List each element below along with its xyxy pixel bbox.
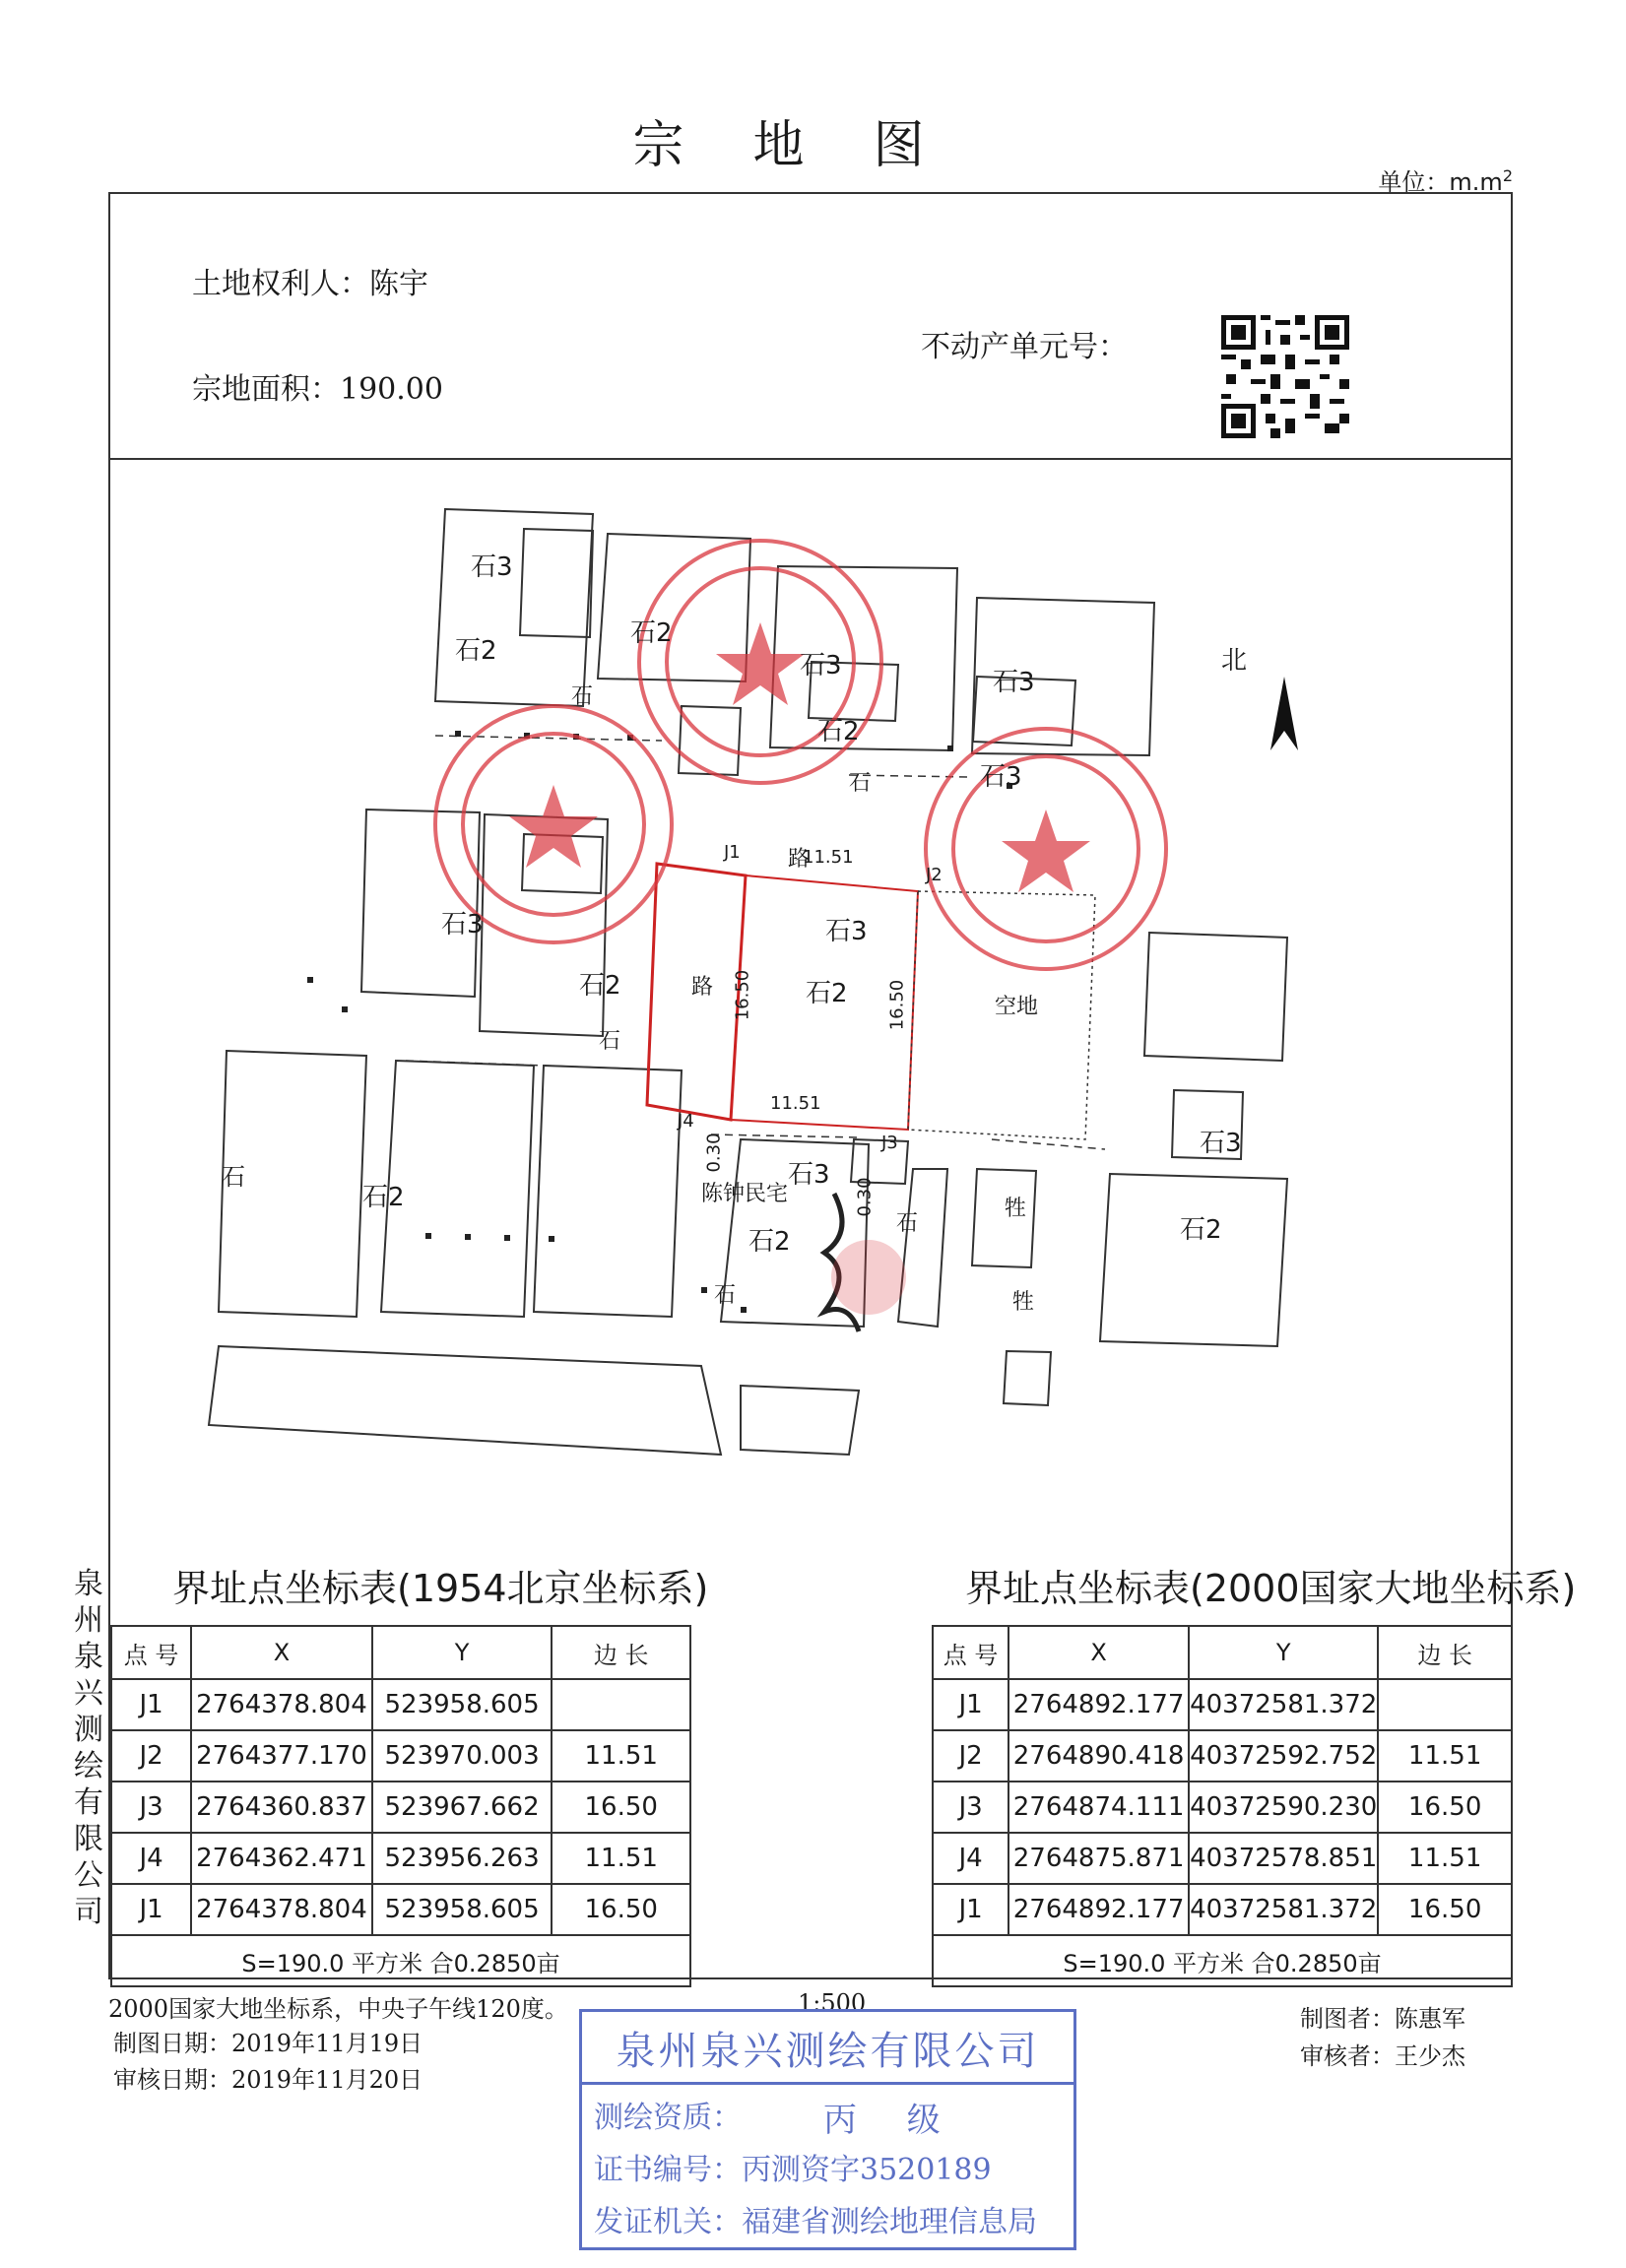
edge-length: 11.51: [1378, 1730, 1512, 1782]
page-title: 宗地图: [632, 116, 994, 175]
edge-length: 11.51: [552, 1730, 690, 1782]
stamp-certificate: 证书编号：丙测资字3520189: [594, 2153, 992, 2187]
company-char: 泉: [74, 1640, 103, 1674]
table-row: [933, 1782, 1512, 1833]
edge-length-top: 11.51: [803, 847, 854, 868]
x-coord: 2764378.804: [191, 1884, 372, 1935]
parcel-area: 宗地面积：190.00: [192, 372, 443, 407]
edge-length: 11.51: [1378, 1833, 1512, 1884]
table-row: [933, 1935, 1512, 1986]
x-coord: 2764875.871: [1008, 1833, 1189, 1884]
column-header: 边 长: [552, 1626, 690, 1679]
x-coord: 2764892.177: [1008, 1884, 1189, 1935]
map-label: 石2: [748, 1227, 791, 1257]
point-label-j3: J3: [881, 1133, 898, 1153]
map-label: 石: [714, 1283, 737, 1308]
point-id: J2: [111, 1730, 191, 1782]
stamp-grade-label: 测绘资质：: [594, 2101, 742, 2135]
qualification-stamp: [579, 2009, 1076, 2250]
stamp-grade: 丙 级: [823, 2101, 960, 2140]
qr-code-icon: [1221, 315, 1349, 438]
coordinate-table-2000: [932, 1625, 1513, 1987]
stamp-company: 泉州泉兴测绘有限公司: [582, 2020, 1073, 2085]
property-unit-number: 不动产单元号：: [921, 330, 1128, 364]
y-coord: 523956.263: [372, 1833, 553, 1884]
map-label: 石3: [441, 910, 484, 940]
table-row: [111, 1884, 690, 1935]
point-label-j1: J1: [724, 842, 741, 863]
edge-length: 16.50: [1378, 1884, 1512, 1935]
point-label-j2: J2: [926, 865, 943, 885]
map-label: 石: [849, 771, 872, 796]
road-label: 路: [691, 975, 714, 1000]
point-id: J1: [111, 1679, 191, 1730]
map-label: 石2: [1180, 1215, 1222, 1245]
unit-label: 单位：$m.m^2$: [1378, 166, 1513, 196]
map-label: 石3: [825, 917, 868, 946]
map-label: 石2: [630, 618, 673, 648]
point-id: J3: [111, 1782, 191, 1833]
north-arrow: [1270, 677, 1298, 750]
x-coord: 2764377.170: [191, 1730, 372, 1782]
x-coord: 2764892.177: [1008, 1679, 1189, 1730]
y-coord: 40372578.851: [1189, 1833, 1378, 1884]
x-coord: 2764378.804: [191, 1679, 372, 1730]
table-row: [111, 1782, 690, 1833]
stamp-issuer: 发证机关：福建省测绘地理信息局: [594, 2205, 1037, 2239]
map-label: 石3: [788, 1160, 830, 1190]
edge-length: 16.50: [552, 1884, 690, 1935]
map-scale: 1:500: [798, 1989, 867, 2017]
parcel-boundary: [647, 864, 918, 1130]
north-label: 北: [1221, 646, 1248, 676]
company-name-vertical: [69, 1566, 108, 1930]
map-label: 石: [571, 684, 594, 709]
company-char: 司: [74, 1895, 103, 1929]
table-row: [111, 1679, 690, 1730]
map-label: 石2: [455, 636, 497, 666]
y-coord: 523958.605: [372, 1679, 553, 1730]
edge-length: 11.51: [552, 1833, 690, 1884]
edge-length: [1378, 1679, 1512, 1730]
column-header: 点 号: [933, 1626, 1008, 1679]
map-maker: 制图者：陈惠军: [1300, 2005, 1465, 2033]
company-char: 绘: [74, 1749, 103, 1783]
fingerprint-mark: [831, 1240, 906, 1315]
map-label: 石2: [817, 717, 860, 746]
point-id: J3: [933, 1782, 1008, 1833]
x-coord: 2764874.111: [1008, 1782, 1189, 1833]
area-summary: S=190.0 平方米 合0.2850亩: [111, 1935, 690, 1986]
point-id: J4: [933, 1833, 1008, 1884]
check-date: 审核日期：2019年11月20日: [113, 2066, 423, 2094]
offset-length: 0.30: [854, 1177, 876, 1217]
map-label: 石: [896, 1211, 919, 1236]
table-row: [111, 1833, 690, 1884]
land-owner: 土地权利人：陈宇: [192, 267, 428, 301]
y-coord: 523967.662: [372, 1782, 553, 1833]
edge-length: 16.50: [1378, 1782, 1512, 1833]
map-label: 石2: [362, 1183, 405, 1212]
map-label: 石3: [1200, 1129, 1242, 1158]
y-coord: 523970.003: [372, 1730, 553, 1782]
map-label: 石2: [579, 971, 621, 1001]
table-row: [933, 1730, 1512, 1782]
column-header: X: [1008, 1626, 1189, 1679]
y-coord: 40372581.372: [1189, 1884, 1378, 1935]
point-label-j4: J4: [678, 1111, 694, 1132]
company-char: 泉: [74, 1567, 103, 1601]
edge-length: 16.50: [552, 1782, 690, 1833]
table-row: [933, 1833, 1512, 1884]
table-row: [933, 1679, 1512, 1730]
column-header: 点 号: [111, 1626, 191, 1679]
map-label: 石: [599, 1029, 621, 1054]
point-id: J1: [933, 1884, 1008, 1935]
x-coord: 2764890.418: [1008, 1730, 1189, 1782]
area-summary: S=190.0 平方米 合0.2850亩: [933, 1935, 1512, 1986]
y-coord: 40372590.230: [1189, 1782, 1378, 1833]
y-coord: 40372581.372: [1189, 1679, 1378, 1730]
neighbor-label: 陈钟民宅: [701, 1182, 789, 1206]
x-coord: 2764362.471: [191, 1833, 372, 1884]
map-label: 石3: [993, 668, 1035, 697]
company-char: 限: [74, 1822, 103, 1856]
edge-length-right: 16.50: [886, 979, 908, 1031]
map-label: 石2: [806, 979, 848, 1008]
empty-land-label: 空地: [995, 995, 1039, 1019]
coordinate-table-1954: [110, 1625, 691, 1987]
table-row: [111, 1730, 690, 1782]
y-coord: 40372592.752: [1189, 1730, 1378, 1782]
offset-length: 0.30: [703, 1133, 725, 1173]
coordinate-system-note: 2000国家大地坐标系，中央子午线120度。: [108, 1995, 568, 2023]
edge-length-bottom: 11.51: [770, 1093, 821, 1114]
point-id: J2: [933, 1730, 1008, 1782]
column-header: 边 长: [1378, 1626, 1512, 1679]
point-id: J1: [933, 1679, 1008, 1730]
company-char: 兴: [74, 1676, 103, 1711]
map-label: 牲: [1012, 1290, 1035, 1315]
dashed-lines: [406, 736, 1105, 1149]
map-label: 牲: [1005, 1197, 1027, 1221]
x-coord: 2764360.837: [191, 1782, 372, 1833]
map-label: 石3: [980, 762, 1022, 792]
column-header: Y: [372, 1626, 553, 1679]
map-label: 石3: [800, 651, 842, 680]
road-label: 路: [788, 847, 811, 872]
draw-date: 制图日期：2019年11月19日: [113, 2030, 423, 2057]
edge-length-left: 16.50: [732, 969, 753, 1021]
table-row: [111, 1935, 690, 1986]
y-coord: 523958.605: [372, 1884, 553, 1935]
map-checker: 审核者：王少杰: [1300, 2042, 1465, 2070]
point-id: J1: [111, 1884, 191, 1935]
map-label: 石: [222, 1163, 245, 1191]
company-char: 有: [74, 1785, 103, 1820]
table-title-2000: 界址点坐标表(2000国家大地坐标系): [965, 1567, 1577, 1610]
point-id: J4: [111, 1833, 191, 1884]
column-header: X: [191, 1626, 372, 1679]
company-char: 公: [74, 1858, 103, 1893]
edge-length: [552, 1679, 690, 1730]
company-char: 测: [74, 1713, 103, 1747]
table-row: [933, 1884, 1512, 1935]
company-char: 州: [74, 1603, 103, 1638]
table-title-1954: 界址点坐标表(1954北京坐标系): [172, 1567, 709, 1610]
map-label: 石3: [471, 552, 513, 582]
column-header: Y: [1189, 1626, 1378, 1679]
